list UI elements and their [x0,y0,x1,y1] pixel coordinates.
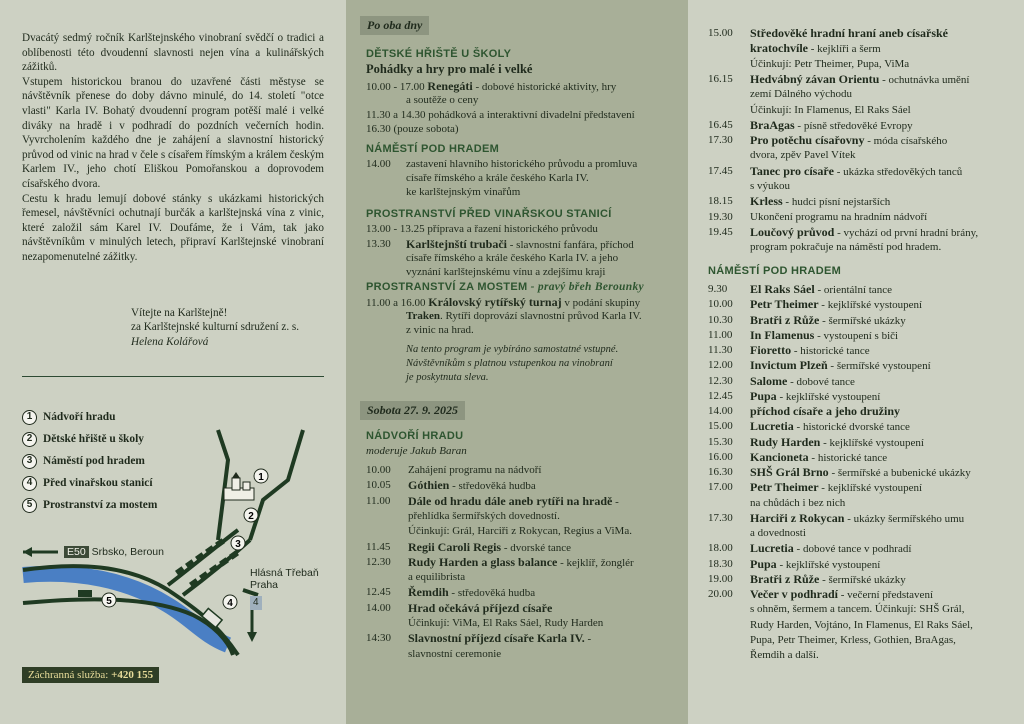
row-title: Karlštejnští trubači [406,237,507,251]
row-time: 13.30 [366,238,391,250]
row-time: 14.00 [366,601,391,614]
intro-paragraph-3: Cestu k hradu lemují dobové stánky s ukázkami historických řemesel, návštěvníci ochutnají burčák a karlštejnská vína z vinic, které založil sám Karel IV. Doufáme, že i Vám, tak jako návštěvníkům v minulých letech, připraví Karlštejnské vinobraní nezapomenutelné zážitky. [22,192,324,263]
row-desc: Pupa, Petr Theimer, Krless, Gothien, BraAgas, [750,633,956,646]
row-title: Královský rytířský turnaj [428,295,562,309]
rescue-number: +420 155 [111,669,154,681]
legend-label: Před vinařskou stanicí [43,477,153,489]
row-desc: - kejklířské vystoupení [820,436,924,449]
program-row [750,164,962,179]
row-time: 15.00 [708,420,733,433]
row-time: 19.00 [708,572,733,585]
row-desc: - ukázka středověkých tanců [834,165,963,178]
row-title: Invictum Plzeň [750,358,828,373]
signature-org: za Karlštejnské kulturní sdružení z. s. [131,321,300,334]
row-title: Řemdih [408,585,449,600]
row-title: Harciři z Rokycan [750,510,845,525]
road-right-dest-2: Praha [250,579,279,591]
row-title: Traken [406,310,441,322]
section-courtyard: NÁDVOŘÍ HRADU [366,430,464,442]
row-desc: - orientální tance [814,284,892,296]
program-row [750,587,933,602]
legend-label: Prostranství za mostem [43,499,158,511]
row-title: Hedvábný závan Orientu [750,71,880,86]
row-time: 9.30 [708,283,728,295]
row-desc: - hudci písní nejstarších [782,196,891,209]
legend-label: Nádvoří hradu [43,411,116,423]
section-bridge-note: - pravý břeh Berounky [527,281,644,293]
section-square: NÁMĚSTÍ POD HRADEM [366,143,500,155]
both-days-tag: Po oba dny [360,16,429,35]
legend-number: 5 [22,498,37,513]
program-row [750,419,910,434]
intro-column [0,0,346,724]
row-desc-cont: a soutěže o ceny [406,94,479,106]
program-row [408,540,571,555]
row-desc: Ukončení programu na hradním nádvoří [750,210,928,223]
svg-text:4: 4 [227,598,233,609]
row-time: 16.45 [708,118,733,131]
row-time: 11.00 a 16.00 [366,297,426,309]
program-row [750,343,870,358]
legend-number: 4 [22,476,37,491]
row-title: Večer v podhradí [750,587,839,601]
map-road-right [250,567,319,591]
note-line: je poskytnuta sleva. [406,372,489,383]
row-title: Renegáti [427,79,473,93]
row-desc: Řemdih a další. [750,649,819,661]
row-desc: - šermířské ukázky [819,314,906,327]
row-desc-cont: císaře římského a krále českého Karla IV. a jeho [406,252,619,264]
legend-number: 3 [22,454,37,469]
row-desc: - písně středověké Evropy [794,119,913,132]
road-badge-4: 4 [250,596,262,610]
note-line: Návštěvníkům s platnou vstupenkou na vinobraní [406,358,613,369]
saturday-tag: Sobota 27. 9. 2025 [360,401,465,420]
row-desc: - dvorské tance [501,541,572,554]
program-row: 13.00 - 13.25 příprava a řazení historického průvodu [366,223,598,235]
row-title: Kancioneta [750,449,809,464]
row-desc: - kejklířské vystoupení [818,482,923,495]
program-row [408,570,465,584]
row-time: 10.00 - 17.00 [366,81,425,93]
row-title: Slavnostní příjezd císaře Karla IV. [408,631,585,646]
row-title: Petr Theimer [750,480,819,495]
program-row [750,133,947,148]
row-title: Dále od hradu dále aneb rytíři na hradě [408,493,613,508]
row-desc: na chůdách i bez nich [750,496,846,509]
row-title: BraAgas [750,117,795,132]
row-time: 14.00 [708,405,733,417]
program-row [750,313,906,328]
row-time: 17.00 [708,481,733,494]
row-desc: - historické tance [791,345,870,357]
row-title: Lucretia [750,541,794,556]
row-time: 11.30 [708,344,733,356]
row-time: 10.30 [708,313,733,326]
program-row [750,57,909,71]
row-title: Góthien [408,478,450,493]
row-desc: zastavení hlavního historického průvodu a promluva [406,158,638,170]
program-row [750,282,892,297]
program-row: 16.30 (pouze sobota) [366,123,459,135]
row-title: Lucretia [750,419,794,434]
row-time: 11.00 [708,328,733,341]
row-time: 12.45 [366,586,391,599]
program-row [750,103,911,117]
section-winery: PROSTRANSTVÍ PŘED VINAŘSKOU STANICÍ [366,208,612,220]
intro-text [22,31,324,265]
program-column-right [688,0,1024,724]
row-desc: - [584,633,592,646]
legend-number: 1 [22,410,37,425]
row-time: 15.30 [708,435,733,448]
row-title: Regii Caroli Regis [408,539,502,554]
row-time: 20.00 [708,588,733,600]
row-desc: - vychází od první hradní brány, [834,226,979,239]
row-desc: - středověká hudba [448,587,536,600]
row-desc: - ochutnávka umění [879,73,970,86]
row-desc: - šermířské vystoupení [827,360,931,373]
row-title: Pupa [750,388,777,403]
row-time: 19.30 [708,210,733,223]
program-row [750,511,964,526]
row-desc: Rudy Harden, Vojtáno, In Flamenus, El Raks Sáel, [750,618,973,631]
row-desc: - vystoupení s biči [814,329,899,342]
legend-label: Dětské hřiště u školy [43,433,144,445]
program-row: 11.30 a 14.30 pohádková a interaktivní divadelní představení [366,109,635,121]
road [250,430,303,540]
row-time: 10.05 [366,479,391,492]
row-title: Bratři z Růže [750,312,820,327]
row-title: Středověké hradní hraní aneb císařské [750,26,949,40]
row-desc: - kejklíř, žonglér [557,556,634,569]
program-row [750,210,927,224]
row-desc: - slavnostní fanfára, příchod [507,239,634,251]
program-row [750,358,931,373]
row-desc: s výukou [750,180,791,192]
row-title: Bratři z Růže [750,571,820,586]
program-row [750,633,956,647]
row-time: 11.00 [366,494,391,507]
row-title: Fioretto [750,343,792,357]
row-time: 11.45 [366,540,391,553]
row-desc: - historické tance [808,451,888,464]
playground-subtitle: Pohádky a hry pro malé i velké [366,62,533,76]
row-desc: - kejklířské vystoupení [776,558,881,571]
road-right-dest-1: Hlásná Třebaň [250,567,319,579]
row-desc: Účinkují: Grál, Harciři z Rokycan, Regius a ViMa. [408,525,632,538]
program-row [366,79,616,94]
signature [131,306,331,349]
row-time: 12.45 [708,389,733,402]
program-row [750,225,978,240]
legend-label: Náměstí pod hradem [43,455,145,467]
program-row [408,647,501,661]
row-time: 15.00 [708,27,733,39]
row-desc: - kejklířské vystoupení [776,390,881,403]
row-desc: - ukázky šermířského umu [844,512,965,525]
svg-text:1: 1 [258,472,264,483]
row-desc: a equilibrista [408,571,466,584]
rescue-service [22,667,159,683]
map-road-left [64,545,164,559]
row-desc-cont: ke karlštejnským vinařům [406,186,521,198]
program-row [408,555,634,570]
row-title: Loučový průvod [750,224,835,239]
row-title: Tanec pro císaře [750,163,834,178]
row-title: In Flamenus [750,327,815,342]
row-desc: - kejklířské vystoupení [818,299,923,312]
program-row [750,179,790,193]
row-time: 12.30 [708,374,733,387]
program-row [750,389,880,404]
program-row [750,648,819,662]
signature-name: Helena Kolářová [131,335,209,348]
row-desc: program pokračuje na náměstí pod hradem. [750,241,942,254]
row-title: SHŠ Grál Brno [750,465,829,479]
program-row [750,148,856,162]
program-row [408,463,541,477]
row-desc-cont: vyznání karlštejnskému vínu a zdejšímu kraji [406,266,606,278]
row-time: 17.45 [708,164,733,177]
row-desc: zemí Dálného východu [750,88,853,101]
row-desc: a dovednosti [750,527,806,539]
legend-item [22,494,157,516]
row-desc: - [612,495,619,508]
row-desc: Zahájení programu na nádvoří [408,464,542,476]
row-time: 19.45 [708,225,733,238]
program-row [750,572,906,587]
row-time: 17.30 [708,511,733,524]
row-desc-cont: císaře římského a krále českého Karla IV. [406,172,589,184]
row-time: 14:30 [366,632,392,645]
section-bridge [366,281,644,293]
row-desc: slavnostní ceremonie [408,647,502,660]
program-row [750,240,941,254]
divider [22,376,324,377]
row-time: 18.00 [708,542,733,555]
program-row [750,404,900,419]
row-time: 12.30 [366,555,391,568]
road [218,430,228,540]
row-time: 14.00 [366,158,391,170]
legend-number: 2 [22,432,37,447]
row-desc: - dobové tance v podhradí [793,543,912,556]
row-title: Rudy Harden a glass balance [408,554,558,569]
row-desc: s ohněm, šermem a tancem. Účinkují: SHŠ Grál, [750,603,965,616]
intro-paragraph-1: Dvacátý sedmý ročník Karlštejnského vinobraní svědčí o tradici a oblíbenosti této dvoudenní slavnosti nejen vína a kulinářských zážitků. [22,32,324,74]
row-desc: přehlídka šermířských dovedností. [408,509,560,522]
legend-item [22,428,157,450]
row-title: Krless [750,194,783,209]
program-row [408,524,632,538]
row-desc-cont [406,309,642,323]
program-row [750,480,922,495]
row-title: příchod císaře a jeho družiny [750,404,900,418]
row-title: kratochvíle [750,41,808,56]
castle-icon [224,472,254,500]
row-desc: v podání skupiny [561,297,641,309]
row-desc: - šermířské ukázky [819,573,906,586]
legend-item [22,406,157,428]
row-title: Petr Theimer [750,297,819,312]
program-row [750,194,890,209]
program-row [750,26,948,41]
program-row [750,72,969,87]
program-row [750,465,971,480]
program-row [408,601,552,616]
svg-text:2: 2 [248,511,254,522]
intro-paragraph-2: Vstupem historickou branou do uzavřené části městyse se návštěvník přenese do doby dávno minulé, do 14. století "otce vlasti" Karla IV. Bohatý dvoudenní program potěší malé i velké diváky na hradě i v podhradí do pozdních večerních hodin. Vyvrcholením každého dne je zahájení a slavnostní historický průvod od vinic na hrad v čele s císařem římským a králem českým Karlem IV., jeho chotí Eliškou Pomořanskou a doprovodem císařského dvora. [22,75,324,190]
row-desc: dvora, zpěv Pavel Vítek [750,149,856,162]
program-row [750,450,887,465]
legend-item [22,472,157,494]
row-desc: - dobové historické aktivity, hry [472,81,617,93]
row-desc: - středověká hudba [449,480,536,493]
program-row [750,118,913,133]
program-row [750,374,855,389]
svg-text:3: 3 [235,539,241,550]
row-time: 16.00 [708,450,733,463]
row-time: 18.15 [708,195,733,208]
program-row [408,631,591,646]
program-row [408,478,536,493]
program-column-middle [346,0,688,724]
row-time: 16.30 [708,466,733,478]
row-time: 16.15 [708,72,733,85]
program-row [408,616,603,630]
program-row [750,87,852,101]
row-desc: - historické dvorské tance [793,421,910,434]
rescue-label: Záchranná služba: [28,669,109,681]
program-row [750,526,806,540]
row-time: 12.00 [708,359,733,372]
row-desc: Účinkují: In Flamenus, El Raks Sáel [750,103,911,116]
section-bridge-title: PROSTRANSTVÍ ZA MOSTEM [366,281,528,293]
note-line: Na tento program je vybíráno samostatné vstupné. [406,344,619,355]
row-title: Hrad očekává příjezd císaře [408,600,553,615]
row-desc: Účinkují: ViMa, El Raks Sáel, Rudy Harden [408,617,604,629]
section-square-right: NÁMĚSTÍ POD HRADEM [708,265,842,277]
row-desc: - kejklíři a šerm [808,43,881,56]
row-desc: - večerní představení [838,589,933,601]
road-left-destination: Srbsko, Beroun [91,546,164,558]
row-time: 17.30 [708,134,733,147]
legend-item [22,450,157,472]
program-row [408,509,560,523]
program-row [750,496,845,510]
row-time: 10.00 [708,298,733,311]
row-title: Pro potěchu císařovny [750,133,865,148]
row-title: El Raks Sáel [750,282,815,296]
row-time: 18.30 [708,557,733,570]
program-row [408,585,535,600]
row-time: 10.00 [366,464,391,476]
program-row [750,41,881,56]
row-desc: - móda císařského [864,135,948,148]
program-row [750,618,973,632]
program-row [366,295,640,310]
row-title: Salome [750,373,788,388]
program-row [750,557,880,572]
road-badge-e50: E50 [64,546,89,558]
svg-text:5: 5 [106,596,112,607]
row-desc: - šermířské a bubenické ukázky [828,467,971,479]
map-legend [22,406,157,516]
program-row [408,494,619,509]
program-row [366,237,391,251]
program-row [750,328,898,343]
row-desc-cont: z vinic na hrad. [406,324,474,336]
row-title: Pupa [750,556,777,571]
program-row [750,541,911,556]
row-desc: Účinkují: Petr Theimer, Pupa, ViMa [750,57,910,70]
program-row [406,237,634,252]
row-desc: - dobové tance [787,375,855,388]
moderator: moderuje Jakub Baran [366,445,467,457]
row-desc: . Rytíři doprovází slavnostní průvod Karla IV. [440,310,642,322]
row-title: Rudy Harden [750,434,821,449]
program-row [750,435,924,450]
welcome-text: Vítejte na Karlštejně! [131,307,228,319]
program-row [750,602,964,616]
section-playground: DĚTSKÉ HŘIŠTĚ U ŠKOLY [366,48,512,60]
program-row [750,297,922,312]
